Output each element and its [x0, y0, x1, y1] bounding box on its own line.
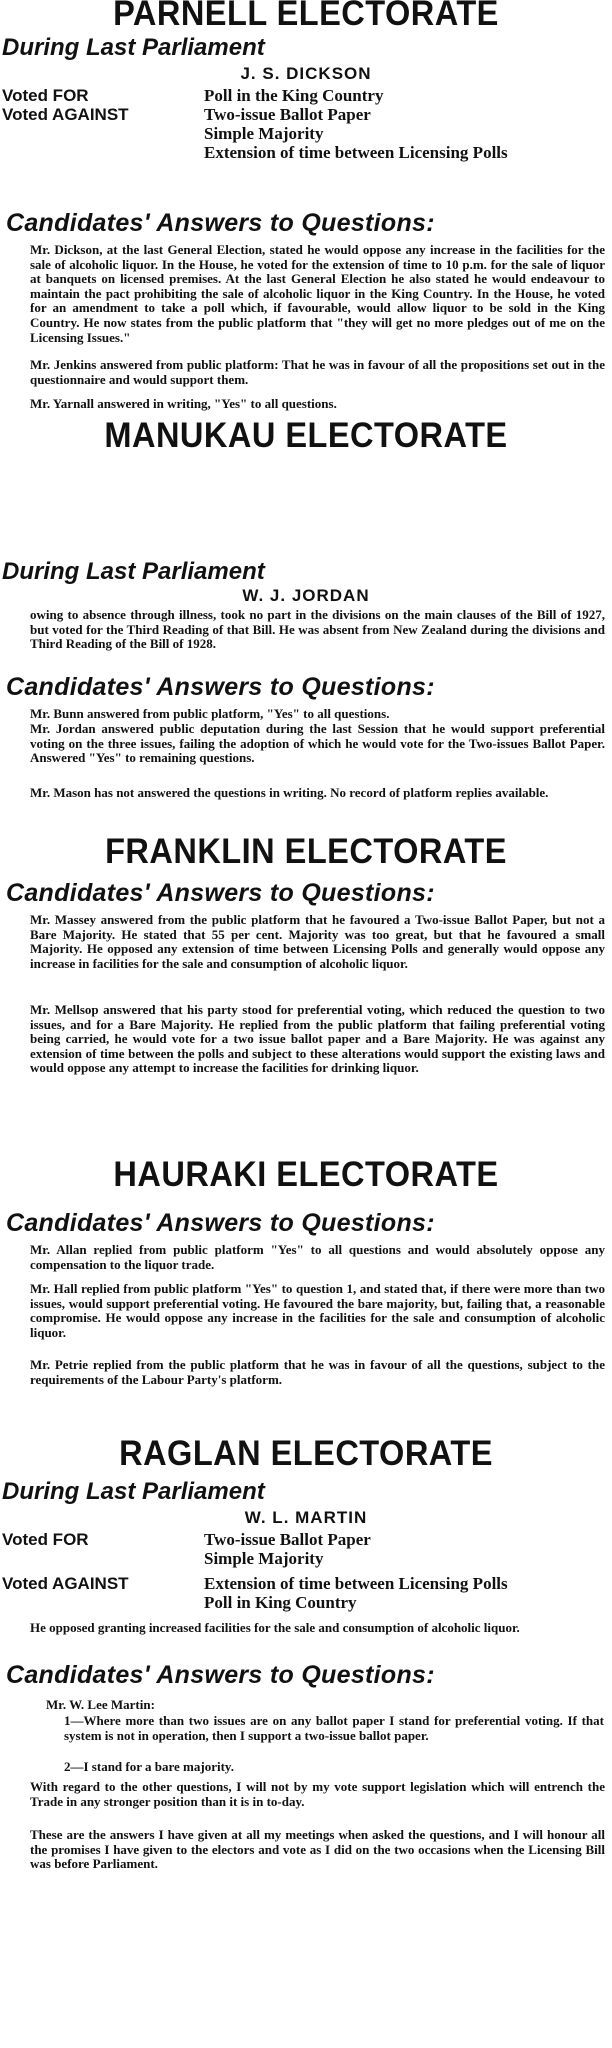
hauraki-answer-petrie: Mr. Petrie replied from the public platform that he was in favour of all the questions, subject to the requirements of the Labour Party's platform.	[30, 1357, 605, 1387]
raglan-member-note: He opposed granting increased facilities for the sale and consumption of alcoholic liquor.	[30, 1620, 520, 1635]
franklin-answer-mellsop: Mr. Mellsop answered that his party stood for preferential voting, which reduced the question to two issues, and for a Bare Majority. He replied from the public platform that failing preferential voting being carried, he would vote for a two issue ballot paper and a Bare Majority. He was against any extension of time between the polls and subject to these alterations would support the existing laws and would oppose any attempt to increase the facilities for drinking liquor.	[30, 1002, 605, 1076]
voted-against-item: Two-issue Ballot Paper	[204, 105, 371, 124]
raglan-parliament-heading: During Last Parliament	[2, 1478, 265, 1505]
voted-for-label: Voted FOR	[2, 86, 89, 105]
hauraki-title: HAURAKI ELECTORATE	[113, 1155, 499, 1194]
voted-against-item: Extension of time between Licensing Polls	[204, 143, 508, 162]
voted-against-label: Voted AGAINST	[2, 1574, 129, 1593]
hauraki-answers-heading: Candidates' Answers to Questions:	[6, 1209, 435, 1237]
voted-for-item: Poll in the King Country	[204, 86, 384, 105]
voted-against-item: Poll in King Country	[204, 1593, 357, 1612]
manukau-answer-jordan: Mr. Jordan answered public deputation during the last Session that he would support preferential voting on the three issues, failing the adoption of which he would vote for the Two-issues Ballot Paper. Answered "Yes" to remaining questions.	[30, 721, 605, 766]
parnell-answer-yarnall: Mr. Yarnall answered in writing, "Yes" to all questions.	[30, 396, 337, 411]
raglan-answer-1: 1—Where more than two issues are on any ballot paper I stand for preferential voting. If that system is not in operation, then I support a two-issue ballot paper.	[64, 1713, 604, 1743]
parnell-title: PARNELL ELECTORATE	[113, 0, 499, 33]
hauraki-answer-allan: Mr. Allan replied from public platform "Yes" to all questions and would absolutely oppose any compensation to the liquor trade.	[30, 1242, 605, 1272]
voted-for-label: Voted FOR	[2, 1530, 89, 1549]
parnell-answers-heading: Candidates' Answers to Questions:	[6, 209, 435, 237]
parnell-member-name: J. S. DICKSON	[240, 64, 372, 83]
raglan-member-name: W. L. MARTIN	[244, 1508, 368, 1527]
voted-against-item: Extension of time between Licensing Polls	[204, 1574, 508, 1593]
franklin-answer-massey: Mr. Massey answered from the public platform that he favoured a Two-issue Ballot Paper, but not a Bare Majority. He stated that 55 per cent. Majority was too great, but that he favoured a small Majority. He opposed any extension of time between Licensing Polls and generally would oppose any increase in facilities for the sale and consumption of alcoholic liquor.	[30, 912, 605, 971]
voted-for-item: Simple Majority	[204, 1549, 324, 1568]
manukau-parliament-heading: During Last Parliament	[2, 558, 265, 585]
raglan-closing-1: With regard to the other questions, I will not by my vote support legislation which will entrench the Trade in any stronger position than it is in to-day.	[30, 1779, 605, 1809]
raglan-speaker: Mr. W. Lee Martin:	[46, 1697, 155, 1712]
franklin-title: FRANKLIN ELECTORATE	[105, 832, 507, 871]
voted-against-label: Voted AGAINST	[2, 105, 129, 124]
manukau-member-name: W. J. JORDAN	[242, 586, 370, 605]
raglan-answer-2: 2—I stand for a bare majority.	[64, 1759, 234, 1774]
raglan-title: RAGLAN ELECTORATE	[119, 1434, 493, 1473]
parnell-answer-jenkins: Mr. Jenkins answered from public platform: That he was in favour of all the propositions set out in the questionnaire and would support them.	[30, 357, 605, 387]
manukau-answers-heading: Candidates' Answers to Questions:	[6, 673, 435, 701]
manukau-title: MANUKAU ELECTORATE	[104, 416, 508, 455]
voted-for-item: Two-issue Ballot Paper	[204, 1530, 371, 1549]
raglan-answers-heading: Candidates' Answers to Questions:	[6, 1661, 435, 1689]
manukau-member-note: owing to absence through illness, took no part in the divisions on the main clauses of the Bill of 1927, but voted for the Third Reading of that Bill. He was absent from New Zealand during the divisions and Third Reading of the Bill of 1928.	[30, 607, 605, 652]
voted-against-item: Simple Majority	[204, 124, 324, 143]
manukau-answer-bunn: Mr. Bunn answered from public platform, "Yes" to all questions.	[30, 706, 390, 721]
manukau-answer-mason: Mr. Mason has not answered the questions in writing. No record of platform replies available.	[30, 785, 549, 800]
franklin-answers-heading: Candidates' Answers to Questions:	[6, 879, 435, 907]
hauraki-answer-hall: Mr. Hall replied from public platform "Yes" to question 1, and stated that, if there were more than two issues, would support preferential voting. He favoured the bare majority, but, failing that, a reasonable compromise. He would oppose any increase in the facilities for the sale and consumption of alcoholic liquor.	[30, 1281, 605, 1340]
parnell-parliament-heading: During Last Parliament	[2, 34, 265, 61]
raglan-closing-2: These are the answers I have given at all my meetings when asked the questions, and I will honour all the promises I have given to the electors and vote as I did on the two occasions when the Licensing Bill was before Parliament.	[30, 1827, 605, 1872]
parnell-answer-dickson: Mr. Dickson, at the last General Election, stated he would oppose any increase in the facilities for the sale of alcoholic liquor. In the House, he voted for the extension of time to 10 p.m. for the sale of liquor at banquets on licensed premises. At the last General Election he also stated he would endeavour to maintain the pact prohibiting the sale of alcoholic liquor in the King Country. In the House, he voted for an amendment to take a poll which, if favourable, would allow liquor to be sold in the King Country. He now states from the public platform that "they will get no more pledges out of me on the Licensing Issues."	[30, 242, 605, 345]
